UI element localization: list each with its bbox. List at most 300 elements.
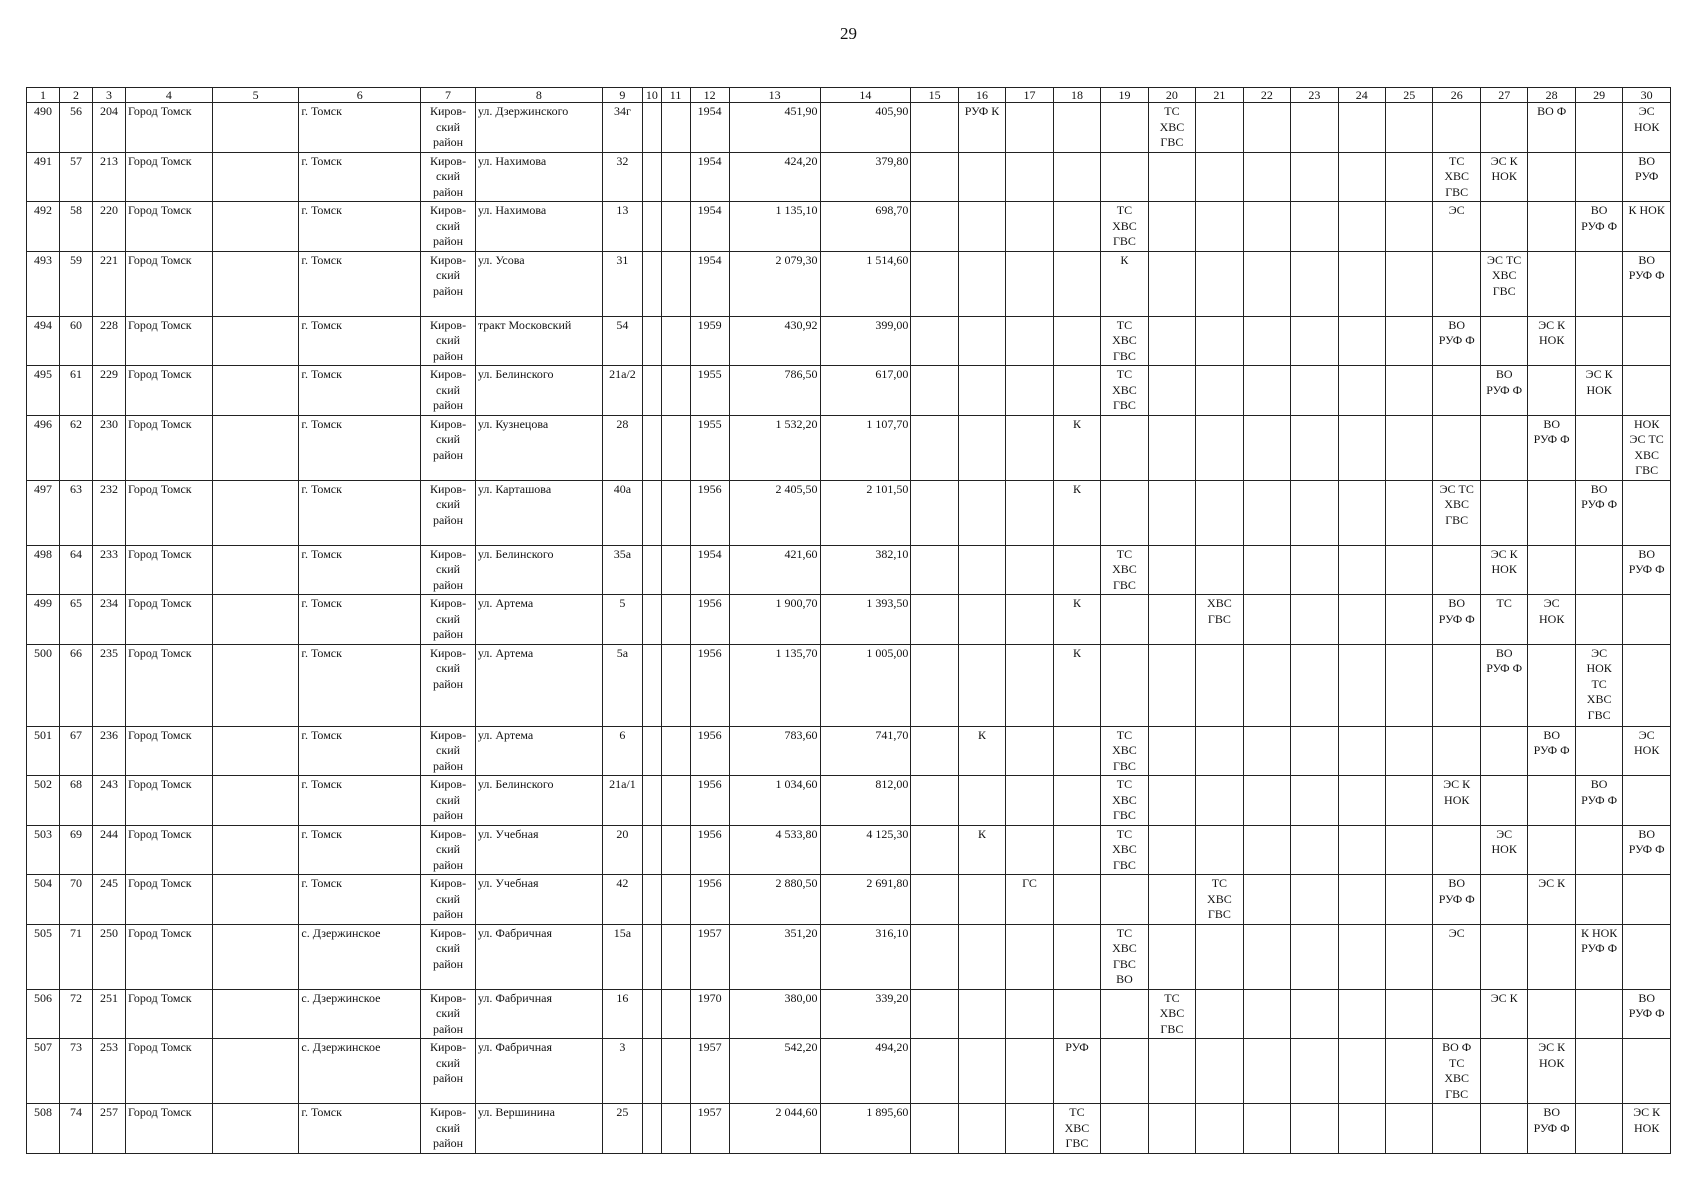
table-cell-col-1: 494 xyxy=(27,316,60,366)
table-cell-col-18 xyxy=(1053,103,1100,153)
table-cell-col-23 xyxy=(1291,251,1338,316)
table-cell-col-10 xyxy=(643,103,662,153)
table-cell-col-19: ТС ХВС ГВС xyxy=(1101,776,1148,826)
table-cell-col-10 xyxy=(643,202,662,252)
table-cell-col-18 xyxy=(1053,875,1100,925)
table-cell-col-28 xyxy=(1528,152,1575,202)
table-cell-col-3: 253 xyxy=(93,1039,126,1104)
table-cell-col-28: ВО РУФ Ф xyxy=(1528,726,1575,776)
table-cell-col-17 xyxy=(1006,480,1053,545)
table-cell-col-24 xyxy=(1338,644,1385,726)
table-cell-col-14: 382,10 xyxy=(820,545,911,595)
table-cell-col-4: Город Томск xyxy=(126,1104,213,1154)
table-cell-col-13: 2 880,50 xyxy=(729,875,820,925)
table-cell-col-26: ЭС xyxy=(1433,924,1480,989)
table-cell-col-28: ЭС К xyxy=(1528,875,1575,925)
table-cell-col-24 xyxy=(1338,776,1385,826)
table-cell-col-30: ВО РУФ Ф xyxy=(1623,825,1671,875)
table-row xyxy=(27,545,1671,595)
table-cell-col-13: 424,20 xyxy=(729,152,820,202)
table-cell-col-4: Город Томск xyxy=(126,480,213,545)
table-cell-col-14: 1 107,70 xyxy=(820,415,911,480)
table-cell-col-23 xyxy=(1291,316,1338,366)
table-cell-col-14: 741,70 xyxy=(820,726,911,776)
table-cell-col-6: г. Томск xyxy=(299,480,421,545)
table-cell-col-27: ЭС ТС ХВС ГВС xyxy=(1480,251,1527,316)
table-cell-col-15 xyxy=(911,202,958,252)
table-cell-col-4: Город Томск xyxy=(126,251,213,316)
table-cell-col-1: 506 xyxy=(27,989,60,1039)
column-header-7: 7 xyxy=(421,88,476,103)
table-cell-col-12: 1956 xyxy=(690,726,729,776)
table-cell-col-20 xyxy=(1148,480,1195,545)
table-cell-col-12: 1957 xyxy=(690,1104,729,1154)
table-cell-col-28 xyxy=(1528,776,1575,826)
table-cell-col-8: тракт Московский xyxy=(475,316,602,366)
table-cell-col-9: 25 xyxy=(602,1104,642,1154)
table-cell-col-29: ЭС НОК ТС ХВС ГВС xyxy=(1575,644,1622,726)
table-cell-col-27: ЭС К НОК xyxy=(1480,152,1527,202)
table-cell-col-22 xyxy=(1243,644,1290,726)
table-cell-col-16 xyxy=(958,415,1005,480)
table-cell-col-21 xyxy=(1196,1039,1243,1104)
table-cell-col-16 xyxy=(958,152,1005,202)
table-cell-col-9: 5а xyxy=(602,644,642,726)
table-cell-col-8: ул. Усова xyxy=(475,251,602,316)
table-cell-col-23 xyxy=(1291,875,1338,925)
table-row xyxy=(27,366,1671,416)
table-cell-col-1: 495 xyxy=(27,366,60,416)
table-cell-col-27: ВО РУФ Ф xyxy=(1480,366,1527,416)
table-cell-col-9: 20 xyxy=(602,825,642,875)
table-cell-col-8: ул. Артема xyxy=(475,726,602,776)
table-cell-col-19 xyxy=(1101,1039,1148,1104)
table-cell-col-28 xyxy=(1528,480,1575,545)
table-cell-col-26: ЭС К НОК xyxy=(1433,776,1480,826)
table-cell-col-11 xyxy=(661,1104,690,1154)
table-cell-col-1: 501 xyxy=(27,726,60,776)
table-cell-col-20 xyxy=(1148,152,1195,202)
column-header-10: 10 xyxy=(643,88,662,103)
table-cell-col-10 xyxy=(643,480,662,545)
table-cell-col-13: 451,90 xyxy=(729,103,820,153)
table-row xyxy=(27,924,1671,989)
table-cell-col-12: 1957 xyxy=(690,1039,729,1104)
table-cell-col-30: ВО РУФ Ф xyxy=(1623,251,1671,316)
table-cell-col-26 xyxy=(1433,1104,1480,1154)
table-cell-col-15 xyxy=(911,152,958,202)
table-cell-col-22 xyxy=(1243,595,1290,645)
table-cell-col-9: 21а/2 xyxy=(602,366,642,416)
table-cell-col-3: 235 xyxy=(93,644,126,726)
table-cell-col-11 xyxy=(661,726,690,776)
table-cell-col-29 xyxy=(1575,1039,1622,1104)
table-cell-col-11 xyxy=(661,644,690,726)
table-cell-col-23 xyxy=(1291,366,1338,416)
table-cell-col-8: ул. Дзержинского xyxy=(475,103,602,153)
table-cell-col-10 xyxy=(643,989,662,1039)
table-cell-col-10 xyxy=(643,776,662,826)
table-cell-col-15 xyxy=(911,924,958,989)
table-cell-col-17 xyxy=(1006,924,1053,989)
table-cell-col-29 xyxy=(1575,1104,1622,1154)
table-cell-col-23 xyxy=(1291,480,1338,545)
table-cell-col-24 xyxy=(1338,545,1385,595)
table-cell-col-8: ул. Белинского xyxy=(475,545,602,595)
table-cell-col-7: Киров- ский район xyxy=(421,644,476,726)
table-cell-col-21 xyxy=(1196,1104,1243,1154)
table-cell-col-1: 499 xyxy=(27,595,60,645)
table-cell-col-6: г. Томск xyxy=(299,366,421,416)
table-cell-col-2: 73 xyxy=(60,1039,93,1104)
table-cell-col-26: ВО РУФ Ф xyxy=(1433,595,1480,645)
table-cell-col-10 xyxy=(643,1039,662,1104)
table-cell-col-4: Город Томск xyxy=(126,366,213,416)
table-cell-col-25 xyxy=(1386,875,1433,925)
table-cell-col-23 xyxy=(1291,726,1338,776)
table-cell-col-3: 244 xyxy=(93,825,126,875)
table-cell-col-22 xyxy=(1243,251,1290,316)
table-cell-col-1: 492 xyxy=(27,202,60,252)
table-cell-col-10 xyxy=(643,726,662,776)
table-row xyxy=(27,1039,1671,1104)
table-cell-col-19 xyxy=(1101,875,1148,925)
table-cell-col-28 xyxy=(1528,989,1575,1039)
table-cell-col-29 xyxy=(1575,989,1622,1039)
table-row xyxy=(27,726,1671,776)
table-cell-col-11 xyxy=(661,366,690,416)
table-cell-col-20 xyxy=(1148,875,1195,925)
table-cell-col-11 xyxy=(661,202,690,252)
table-cell-col-8: ул. Фабричная xyxy=(475,1039,602,1104)
table-cell-col-28: ЭС К НОК xyxy=(1528,1039,1575,1104)
table-cell-col-4: Город Томск xyxy=(126,595,213,645)
table-cell-col-3: 250 xyxy=(93,924,126,989)
table-cell-col-29 xyxy=(1575,415,1622,480)
table-cell-col-4: Город Томск xyxy=(126,989,213,1039)
table-cell-col-13: 351,20 xyxy=(729,924,820,989)
table-cell-col-15 xyxy=(911,480,958,545)
table-cell-col-27: ЭС К НОК xyxy=(1480,545,1527,595)
table-cell-col-21 xyxy=(1196,251,1243,316)
table-cell-col-7: Киров- ский район xyxy=(421,989,476,1039)
table-cell-col-28: ВО РУФ Ф xyxy=(1528,1104,1575,1154)
table-row xyxy=(27,103,1671,153)
table-cell-col-19: ТС ХВС ГВС xyxy=(1101,545,1148,595)
table-cell-col-8: ул. Артема xyxy=(475,644,602,726)
table-cell-col-26 xyxy=(1433,545,1480,595)
table-cell-col-5 xyxy=(212,726,299,776)
table-cell-col-19: К xyxy=(1101,251,1148,316)
table-cell-col-6: г. Томск xyxy=(299,152,421,202)
table-cell-col-27 xyxy=(1480,1039,1527,1104)
table-cell-col-12: 1956 xyxy=(690,480,729,545)
table-cell-col-24 xyxy=(1338,316,1385,366)
table-cell-col-1: 508 xyxy=(27,1104,60,1154)
table-cell-col-3: 245 xyxy=(93,875,126,925)
table-cell-col-5 xyxy=(212,595,299,645)
table-cell-col-25 xyxy=(1386,366,1433,416)
table-cell-col-29 xyxy=(1575,103,1622,153)
table-cell-col-5 xyxy=(212,644,299,726)
table-cell-col-6: г. Томск xyxy=(299,776,421,826)
table-cell-col-20 xyxy=(1148,366,1195,416)
table-cell-col-9: 35а xyxy=(602,545,642,595)
table-cell-col-27 xyxy=(1480,202,1527,252)
table-cell-col-26 xyxy=(1433,366,1480,416)
table-cell-col-16 xyxy=(958,1039,1005,1104)
column-header-3: 3 xyxy=(93,88,126,103)
table-cell-col-7: Киров- ский район xyxy=(421,152,476,202)
table-cell-col-3: 220 xyxy=(93,202,126,252)
table-cell-col-28 xyxy=(1528,545,1575,595)
table-cell-col-24 xyxy=(1338,103,1385,153)
table-cell-col-30: ВО РУФ Ф xyxy=(1623,545,1671,595)
table-cell-col-10 xyxy=(643,251,662,316)
table-cell-col-27 xyxy=(1480,726,1527,776)
table-cell-col-9: 6 xyxy=(602,726,642,776)
table-cell-col-17 xyxy=(1006,644,1053,726)
table-cell-col-17 xyxy=(1006,825,1053,875)
column-header-8: 8 xyxy=(475,88,602,103)
table-cell-col-13: 1 900,70 xyxy=(729,595,820,645)
table-cell-col-30: НОК ЭС ТС ХВС ГВС xyxy=(1623,415,1671,480)
table-cell-col-10 xyxy=(643,825,662,875)
table-cell-col-29 xyxy=(1575,316,1622,366)
housing-registry-table xyxy=(26,87,1671,1154)
table-cell-col-14: 1 514,60 xyxy=(820,251,911,316)
table-cell-col-8: ул. Нахимова xyxy=(475,202,602,252)
table-cell-col-11 xyxy=(661,595,690,645)
table-cell-col-13: 430,92 xyxy=(729,316,820,366)
table-cell-col-3: 229 xyxy=(93,366,126,416)
table-cell-col-25 xyxy=(1386,152,1433,202)
table-row xyxy=(27,644,1671,726)
table-cell-col-16: К xyxy=(958,825,1005,875)
table-cell-col-16 xyxy=(958,875,1005,925)
table-cell-col-15 xyxy=(911,1104,958,1154)
table-cell-col-18 xyxy=(1053,202,1100,252)
table-cell-col-7: Киров- ский район xyxy=(421,251,476,316)
table-cell-col-29 xyxy=(1575,825,1622,875)
table-cell-col-30: ВО РУФ Ф xyxy=(1623,989,1671,1039)
table-cell-col-23 xyxy=(1291,103,1338,153)
table-cell-col-30 xyxy=(1623,776,1671,826)
table-cell-col-15 xyxy=(911,1039,958,1104)
table-cell-col-27 xyxy=(1480,875,1527,925)
table-cell-col-11 xyxy=(661,924,690,989)
table-cell-col-15 xyxy=(911,366,958,416)
table-cell-col-22 xyxy=(1243,480,1290,545)
table-cell-col-23 xyxy=(1291,776,1338,826)
table-cell-col-14: 2 101,50 xyxy=(820,480,911,545)
table-cell-col-4: Город Томск xyxy=(126,202,213,252)
table-cell-col-7: Киров- ский район xyxy=(421,103,476,153)
table-cell-col-27 xyxy=(1480,316,1527,366)
table-cell-col-10 xyxy=(643,415,662,480)
table-cell-col-20 xyxy=(1148,251,1195,316)
table-cell-col-15 xyxy=(911,251,958,316)
table-cell-col-16 xyxy=(958,251,1005,316)
table-cell-col-28 xyxy=(1528,825,1575,875)
table-cell-col-30: ЭС НОК xyxy=(1623,726,1671,776)
table-cell-col-3: 234 xyxy=(93,595,126,645)
table-cell-col-20 xyxy=(1148,644,1195,726)
table-cell-col-9: 42 xyxy=(602,875,642,925)
column-header-24: 24 xyxy=(1338,88,1385,103)
column-header-18: 18 xyxy=(1053,88,1100,103)
table-cell-col-30: ЭС НОК xyxy=(1623,103,1671,153)
table-cell-col-28 xyxy=(1528,202,1575,252)
table-cell-col-17: ГС xyxy=(1006,875,1053,925)
column-header-26: 26 xyxy=(1433,88,1480,103)
table-cell-col-7: Киров- ский район xyxy=(421,366,476,416)
table-cell-col-2: 69 xyxy=(60,825,93,875)
table-cell-col-25 xyxy=(1386,924,1433,989)
table-cell-col-20 xyxy=(1148,776,1195,826)
table-cell-col-22 xyxy=(1243,825,1290,875)
column-header-23: 23 xyxy=(1291,88,1338,103)
table-cell-col-23 xyxy=(1291,1104,1338,1154)
table-cell-col-22 xyxy=(1243,726,1290,776)
table-cell-col-9: 34г xyxy=(602,103,642,153)
table-cell-col-18: ТС ХВС ГВС xyxy=(1053,1104,1100,1154)
table-cell-col-26: ВО РУФ Ф xyxy=(1433,875,1480,925)
table-cell-col-10 xyxy=(643,595,662,645)
table-cell-col-27 xyxy=(1480,103,1527,153)
table-cell-col-10 xyxy=(643,1104,662,1154)
table-cell-col-20 xyxy=(1148,825,1195,875)
table-cell-col-29 xyxy=(1575,875,1622,925)
table-row xyxy=(27,1104,1671,1154)
table-cell-col-8: ул. Фабричная xyxy=(475,924,602,989)
table-cell-col-3: 213 xyxy=(93,152,126,202)
table-cell-col-21 xyxy=(1196,415,1243,480)
table-cell-col-7: Киров- ский район xyxy=(421,415,476,480)
table-cell-col-2: 58 xyxy=(60,202,93,252)
table-cell-col-22 xyxy=(1243,202,1290,252)
table-cell-col-18: К xyxy=(1053,480,1100,545)
table-cell-col-17 xyxy=(1006,366,1053,416)
table-cell-col-22 xyxy=(1243,989,1290,1039)
table-cell-col-7: Киров- ский район xyxy=(421,480,476,545)
table-cell-col-17 xyxy=(1006,251,1053,316)
table-cell-col-12: 1954 xyxy=(690,202,729,252)
table-cell-col-17 xyxy=(1006,989,1053,1039)
table-cell-col-14: 316,10 xyxy=(820,924,911,989)
column-header-17: 17 xyxy=(1006,88,1053,103)
table-cell-col-17 xyxy=(1006,1039,1053,1104)
table-cell-col-28 xyxy=(1528,924,1575,989)
table-cell-col-25 xyxy=(1386,545,1433,595)
table-cell-col-27: ЭС НОК xyxy=(1480,825,1527,875)
table-cell-col-7: Киров- ский район xyxy=(421,316,476,366)
table-cell-col-4: Город Томск xyxy=(126,825,213,875)
table-cell-col-12: 1956 xyxy=(690,825,729,875)
table-cell-col-6: г. Томск xyxy=(299,202,421,252)
table-cell-col-16 xyxy=(958,1104,1005,1154)
table-cell-col-11 xyxy=(661,316,690,366)
table-cell-col-5 xyxy=(212,152,299,202)
table-cell-col-14: 1 005,00 xyxy=(820,644,911,726)
table-cell-col-4: Город Томск xyxy=(126,644,213,726)
table-cell-col-5 xyxy=(212,480,299,545)
table-cell-col-26 xyxy=(1433,415,1480,480)
table-cell-col-15 xyxy=(911,595,958,645)
table-cell-col-19: ТС ХВС ГВС xyxy=(1101,202,1148,252)
table-cell-col-18: К xyxy=(1053,595,1100,645)
table-cell-col-5 xyxy=(212,1039,299,1104)
table-cell-col-17 xyxy=(1006,595,1053,645)
table-cell-col-12: 1954 xyxy=(690,152,729,202)
column-header-20: 20 xyxy=(1148,88,1195,103)
table-cell-col-5 xyxy=(212,103,299,153)
table-cell-col-14: 698,70 xyxy=(820,202,911,252)
table-cell-col-18 xyxy=(1053,316,1100,366)
table-cell-col-20 xyxy=(1148,415,1195,480)
table-cell-col-19 xyxy=(1101,644,1148,726)
table-cell-col-9: 15а xyxy=(602,924,642,989)
table-cell-col-5 xyxy=(212,251,299,316)
table-cell-col-18 xyxy=(1053,366,1100,416)
table-cell-col-10 xyxy=(643,366,662,416)
table-cell-col-30 xyxy=(1623,924,1671,989)
table-cell-col-11 xyxy=(661,480,690,545)
table-cell-col-29 xyxy=(1575,726,1622,776)
table-cell-col-14: 399,00 xyxy=(820,316,911,366)
table-cell-col-16 xyxy=(958,202,1005,252)
table-cell-col-21 xyxy=(1196,103,1243,153)
table-cell-col-22 xyxy=(1243,924,1290,989)
table-cell-col-2: 56 xyxy=(60,103,93,153)
table-cell-col-13: 2 079,30 xyxy=(729,251,820,316)
table-cell-col-6: г. Томск xyxy=(299,875,421,925)
table-cell-col-8: ул. Учебная xyxy=(475,875,602,925)
table-cell-col-6: с. Дзержинское xyxy=(299,989,421,1039)
table-cell-col-7: Киров- ский район xyxy=(421,202,476,252)
table-cell-col-5 xyxy=(212,316,299,366)
table-cell-col-12: 1959 xyxy=(690,316,729,366)
table-cell-col-5 xyxy=(212,875,299,925)
table-cell-col-13: 380,00 xyxy=(729,989,820,1039)
table-cell-col-11 xyxy=(661,776,690,826)
table-cell-col-25 xyxy=(1386,595,1433,645)
table-cell-col-17 xyxy=(1006,776,1053,826)
table-cell-col-27 xyxy=(1480,924,1527,989)
table-cell-col-23 xyxy=(1291,415,1338,480)
table-cell-col-30 xyxy=(1623,595,1671,645)
table-cell-col-13: 1 135,70 xyxy=(729,644,820,726)
table-cell-col-2: 72 xyxy=(60,989,93,1039)
table-cell-col-30: ВО РУФ xyxy=(1623,152,1671,202)
table-cell-col-10 xyxy=(643,545,662,595)
table-cell-col-23 xyxy=(1291,595,1338,645)
table-cell-col-5 xyxy=(212,415,299,480)
table-cell-col-1: 490 xyxy=(27,103,60,153)
table-cell-col-11 xyxy=(661,1039,690,1104)
table-cell-col-6: г. Томск xyxy=(299,825,421,875)
table-cell-col-19 xyxy=(1101,152,1148,202)
table-cell-col-18: К xyxy=(1053,644,1100,726)
table-cell-col-20 xyxy=(1148,726,1195,776)
table-cell-col-1: 504 xyxy=(27,875,60,925)
table-cell-col-2: 66 xyxy=(60,644,93,726)
table-cell-col-2: 63 xyxy=(60,480,93,545)
table-cell-col-20 xyxy=(1148,316,1195,366)
table-cell-col-24 xyxy=(1338,825,1385,875)
table-cell-col-18 xyxy=(1053,251,1100,316)
column-number-row xyxy=(27,88,1671,103)
